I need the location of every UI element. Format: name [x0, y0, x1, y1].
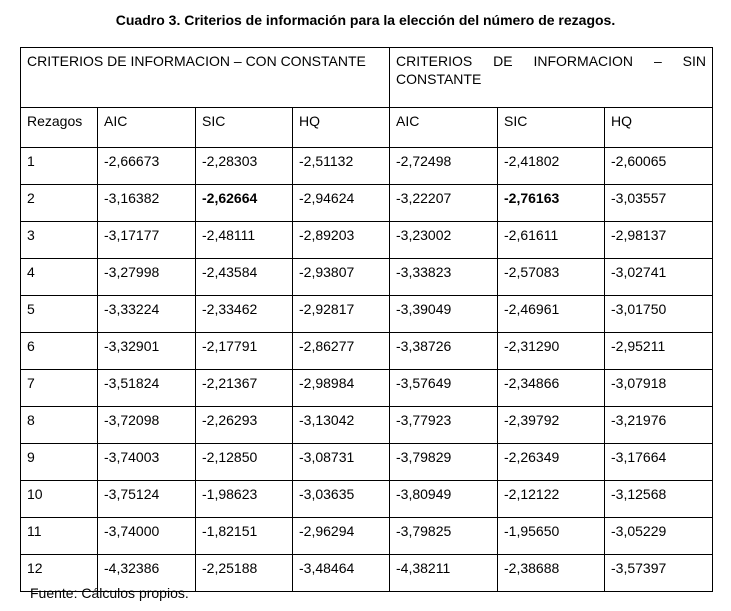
column-header-hq-con: HQ [293, 108, 390, 148]
cell-aic-con: -3,16382 [98, 185, 196, 222]
cell-sic-con: -2,33462 [196, 296, 293, 333]
cell-aic-sin: -3,39049 [390, 296, 498, 333]
column-header-aic-sin: AIC [390, 108, 498, 148]
cell-aic-con: -4,32386 [98, 555, 196, 592]
cell-aic-sin: -2,72498 [390, 148, 498, 185]
table-row [21, 370, 713, 407]
cell-aic-sin: -3,79825 [390, 518, 498, 555]
cell-aic-sin: -3,33823 [390, 259, 498, 296]
cell-hq-sin: -2,98137 [605, 222, 713, 259]
group-header-sin-constante: CRITERIOS DE INFORMACION – SIN CONSTANTE [390, 48, 713, 108]
cell-rezagos: 12 [21, 555, 98, 592]
cell-sic-sin: -2,39792 [498, 407, 605, 444]
cell-sic-con: -2,48111 [196, 222, 293, 259]
table-row [21, 222, 713, 259]
cell-sic-con: -2,43584 [196, 259, 293, 296]
column-header-sic-sin: SIC [498, 108, 605, 148]
cell-hq-con: -2,94624 [293, 185, 390, 222]
cell-rezagos: 11 [21, 518, 98, 555]
cell-sic-con: -2,17791 [196, 333, 293, 370]
cell-aic-con: -3,27998 [98, 259, 196, 296]
cell-sic-con: -2,21367 [196, 370, 293, 407]
cell-hq-con: -2,51132 [293, 148, 390, 185]
cell-hq-con: -2,96294 [293, 518, 390, 555]
cell-hq-con: -3,13042 [293, 407, 390, 444]
cell-rezagos: 7 [21, 370, 98, 407]
cell-rezagos: 8 [21, 407, 98, 444]
cell-hq-sin: -3,07918 [605, 370, 713, 407]
cell-rezagos: 6 [21, 333, 98, 370]
cell-hq-con: -3,48464 [293, 555, 390, 592]
cell-sic-con: -2,62664 [196, 185, 293, 222]
table-row [21, 444, 713, 481]
cell-hq-con: -2,89203 [293, 222, 390, 259]
cell-hq-con: -3,03635 [293, 481, 390, 518]
group-header-row [21, 48, 713, 108]
cell-hq-con: -3,08731 [293, 444, 390, 481]
cell-sic-con: -2,26293 [196, 407, 293, 444]
cell-rezagos: 1 [21, 148, 98, 185]
cell-aic-sin: -3,80949 [390, 481, 498, 518]
cell-sic-sin: -2,12122 [498, 481, 605, 518]
cell-aic-sin: -3,22207 [390, 185, 498, 222]
cell-sic-sin: -2,41802 [498, 148, 605, 185]
cell-hq-con: -2,98984 [293, 370, 390, 407]
cell-sic-sin: -2,38688 [498, 555, 605, 592]
cell-rezagos: 4 [21, 259, 98, 296]
table-row [21, 185, 713, 222]
cell-sic-sin: -2,76163 [498, 185, 605, 222]
cell-aic-con: -3,32901 [98, 333, 196, 370]
cell-hq-sin: -3,12568 [605, 481, 713, 518]
column-header-hq-sin: HQ [605, 108, 713, 148]
cell-aic-sin: -3,57649 [390, 370, 498, 407]
column-header-row [21, 108, 713, 148]
table-row [21, 481, 713, 518]
cell-hq-sin: -3,05229 [605, 518, 713, 555]
cell-aic-con: -3,51824 [98, 370, 196, 407]
cell-sic-sin: -2,57083 [498, 259, 605, 296]
source-note: Fuente: Cálculos propios. [30, 585, 189, 601]
cell-hq-con: -2,93807 [293, 259, 390, 296]
cell-hq-sin: -2,60065 [605, 148, 713, 185]
cell-sic-sin: -2,34866 [498, 370, 605, 407]
cell-aic-con: -3,74000 [98, 518, 196, 555]
cell-aic-con: -3,75124 [98, 481, 196, 518]
cell-sic-con: -1,82151 [196, 518, 293, 555]
cell-sic-con: -2,28303 [196, 148, 293, 185]
cell-aic-con: -2,66673 [98, 148, 196, 185]
cell-aic-sin: -3,23002 [390, 222, 498, 259]
cell-aic-sin: -3,79829 [390, 444, 498, 481]
cell-aic-con: -3,72098 [98, 407, 196, 444]
cell-aic-con: -3,33224 [98, 296, 196, 333]
cell-hq-sin: -2,95211 [605, 333, 713, 370]
table-row [21, 148, 713, 185]
criteria-table [20, 47, 713, 592]
group-header-con-constante: CRITERIOS DE INFORMACION – CON CONSTANTE [21, 48, 390, 108]
cell-hq-sin: -3,21976 [605, 407, 713, 444]
cell-aic-sin: -3,38726 [390, 333, 498, 370]
cell-hq-sin: -3,57397 [605, 555, 713, 592]
cell-sic-sin: -2,26349 [498, 444, 605, 481]
column-header-aic-con: AIC [98, 108, 196, 148]
cell-sic-sin: -2,61611 [498, 222, 605, 259]
cell-sic-sin: -1,95650 [498, 518, 605, 555]
table-caption: Cuadro 3. Criterios de información para la elección del número de rezagos. [115, 12, 616, 28]
cell-sic-con: -2,12850 [196, 444, 293, 481]
cell-sic-con: -2,25188 [196, 555, 293, 592]
cell-aic-sin: -3,77923 [390, 407, 498, 444]
cell-hq-con: -2,86277 [293, 333, 390, 370]
cell-aic-con: -3,74003 [98, 444, 196, 481]
cell-rezagos: 10 [21, 481, 98, 518]
column-header-rezagos: Rezagos [21, 108, 98, 148]
cell-sic-con: -1,98623 [196, 481, 293, 518]
cell-rezagos: 3 [21, 222, 98, 259]
column-header-sic-con: SIC [196, 108, 293, 148]
table-row [21, 333, 713, 370]
cell-rezagos: 9 [21, 444, 98, 481]
cell-aic-con: -3,17177 [98, 222, 196, 259]
cell-sic-sin: -2,31290 [498, 333, 605, 370]
table-row [21, 518, 713, 555]
cell-rezagos: 2 [21, 185, 98, 222]
cell-hq-sin: -3,01750 [605, 296, 713, 333]
cell-hq-sin: -3,17664 [605, 444, 713, 481]
table-row [21, 296, 713, 333]
cell-rezagos: 5 [21, 296, 98, 333]
cell-hq-con: -2,92817 [293, 296, 390, 333]
cell-sic-sin: -2,46961 [498, 296, 605, 333]
table-row [21, 407, 713, 444]
cell-hq-sin: -3,03557 [605, 185, 713, 222]
cell-hq-sin: -3,02741 [605, 259, 713, 296]
cell-aic-sin: -4,38211 [390, 555, 498, 592]
table-row [21, 259, 713, 296]
